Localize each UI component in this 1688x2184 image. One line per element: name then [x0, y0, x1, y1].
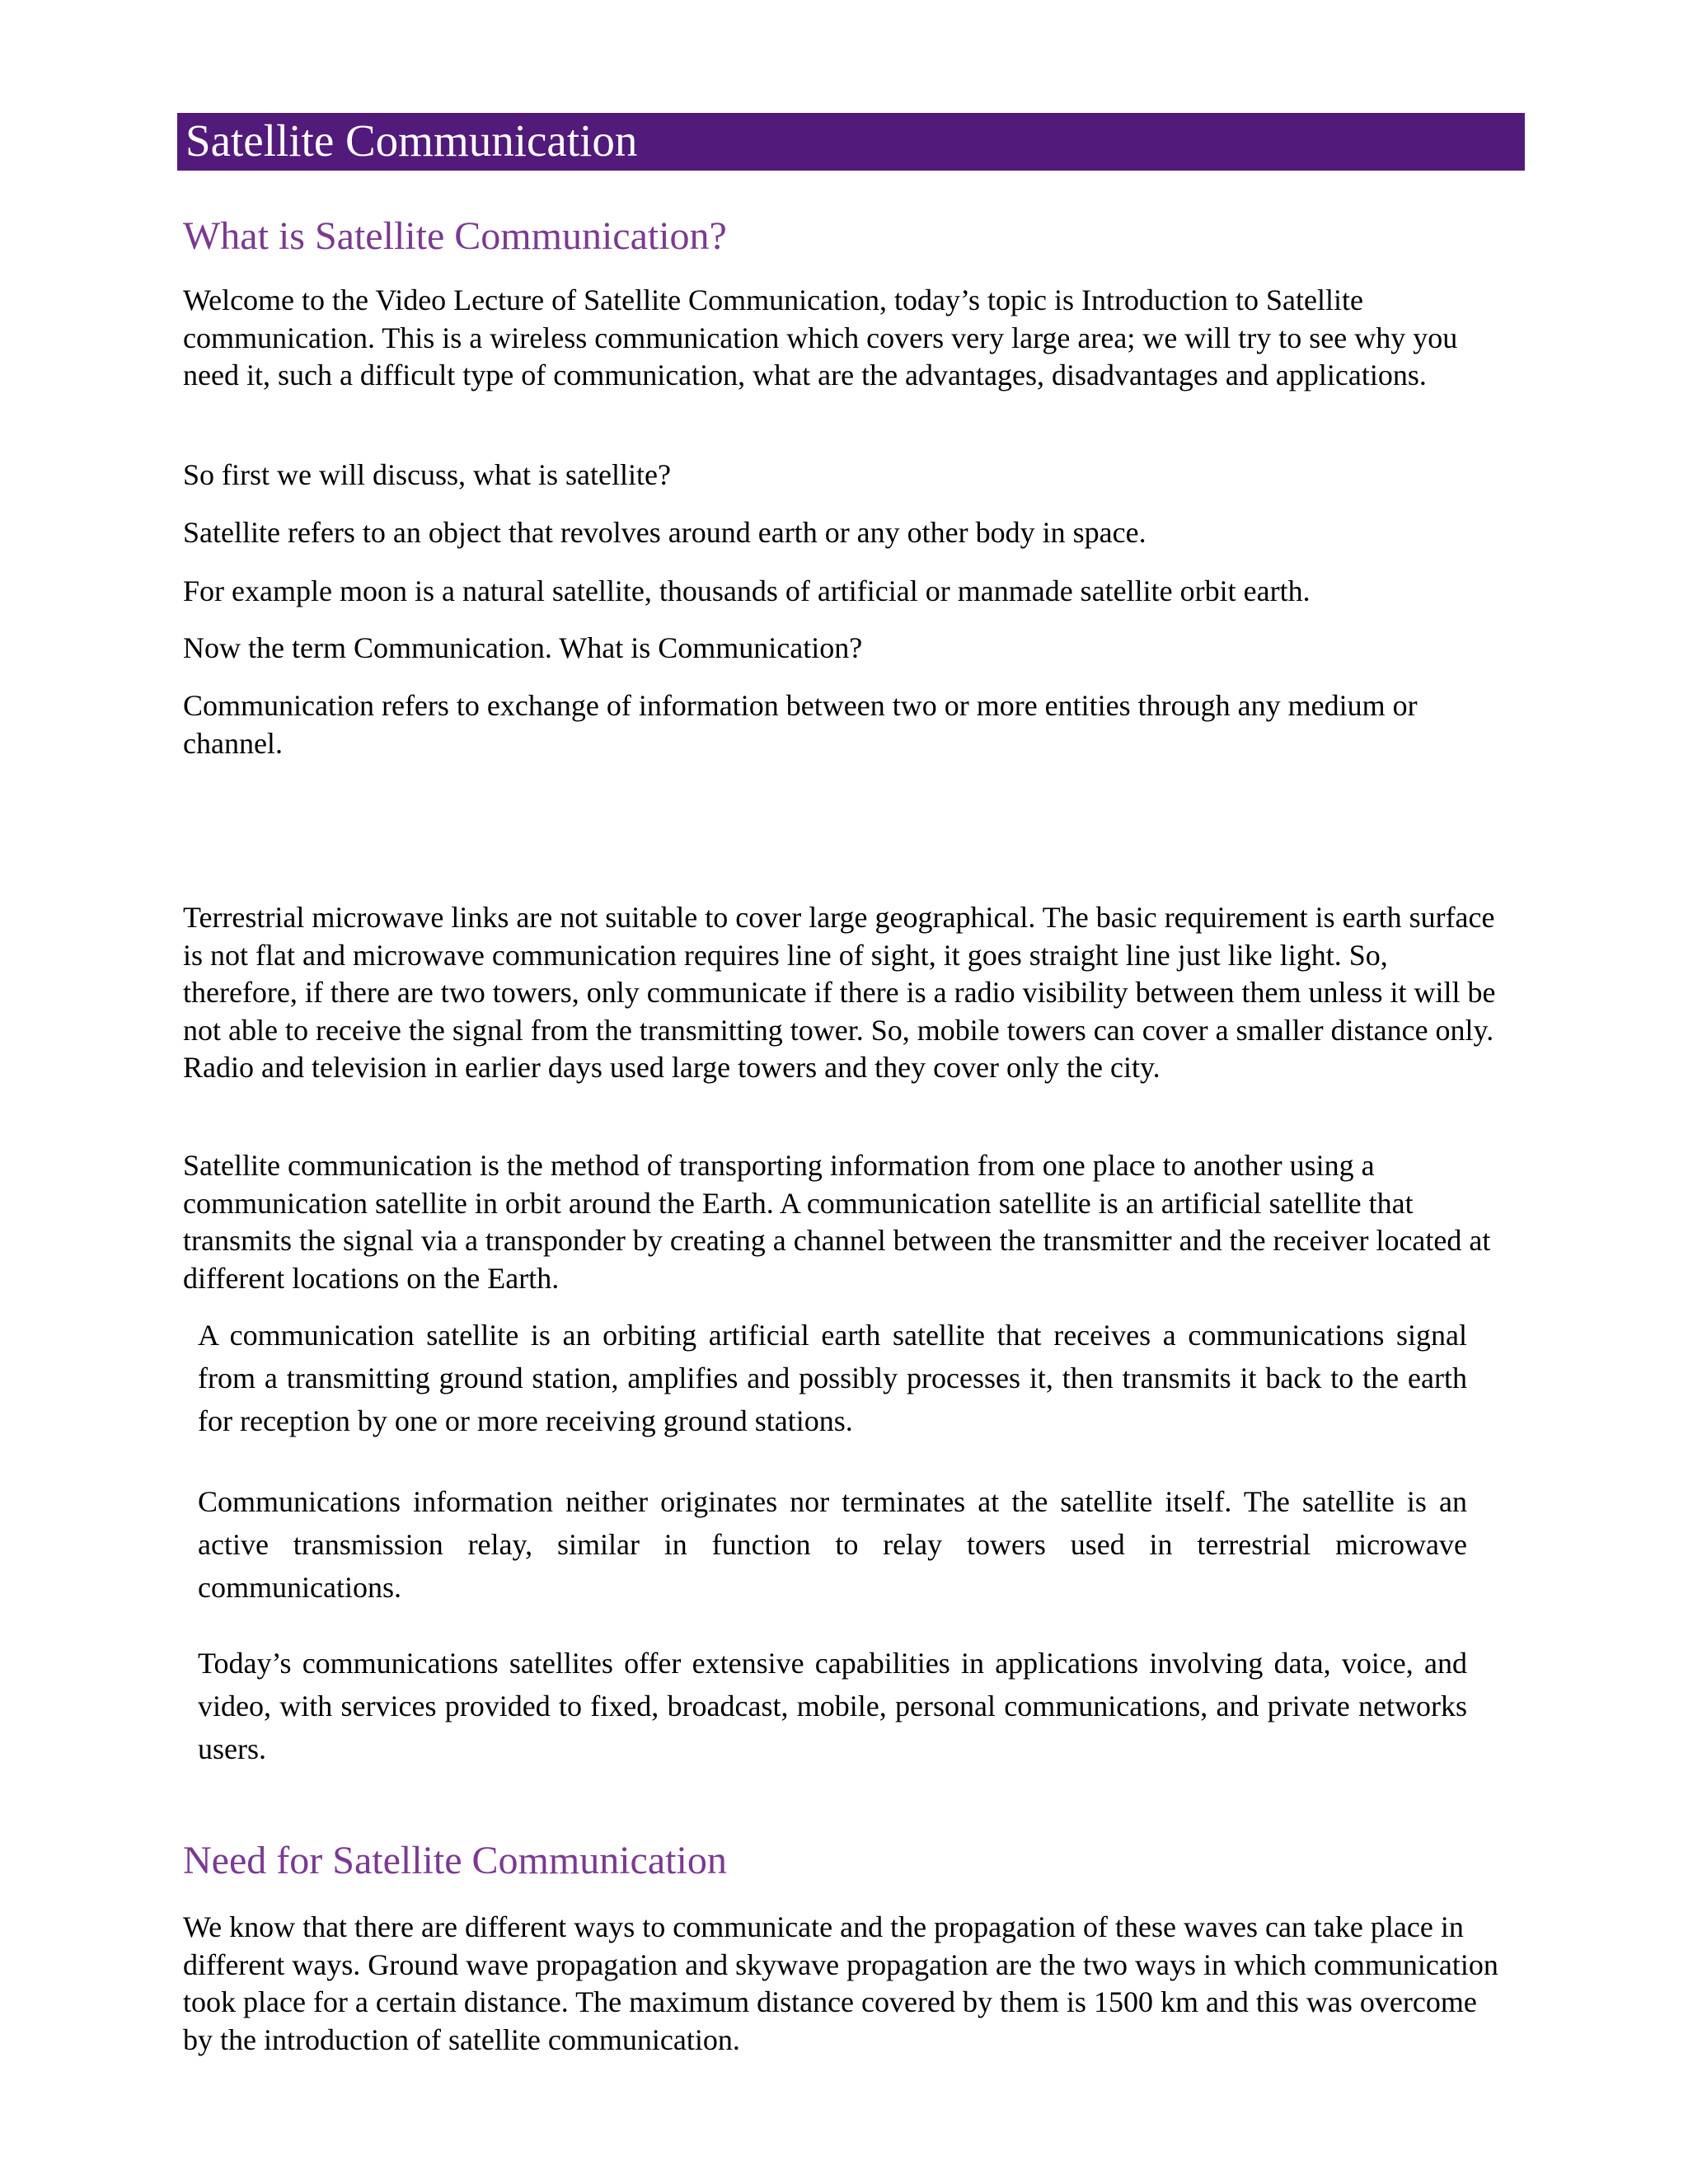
- section-heading-what-is: What is Satellite Communication?: [183, 214, 727, 258]
- page-title: Satellite Communication: [185, 115, 638, 166]
- paragraph-moon-example: For example moon is a natural satellite, thousands of artificial or manmade satellite orbit earth.: [183, 574, 1311, 607]
- section-heading-need: Need for Satellite Communication: [183, 1839, 727, 1882]
- paragraph-terrestrial-links: Terrestrial microwave links are not suitable to cover large geographical. The basic requirement is earth surface is not flat and microwave communication requires line of sight, it goes straight line just like light. So, therefore, if there are two towers, only communicate if there is a radio visibility between them unless it will be not able to receive the signal from the transmitting tower. So, mobile towers can cover a smaller distance only. Radio and television in earlier days used large towers and they cover only the city.: [183, 901, 1496, 1084]
- paragraph-satellite-definition: Satellite refers to an object that revolves around earth or any other body in space.: [183, 516, 1146, 549]
- title-bar: [177, 113, 1525, 171]
- paragraph-communication-satellite: A communication satellite is an orbiting artificial earth satellite that receives a communications signal from a transmitting ground station, amplifies and possibly processes it, then transmits it back to the earth for reception by one or more receiving ground stations.: [198, 1319, 1467, 1437]
- paragraph-transmission-relay: Communications information neither originates nor terminates at the satellite itself. The satellite is an active transmission relay, similar in function to relay towers used in terrestrial microwave communications.: [198, 1485, 1467, 1604]
- paragraph-communication-definition: Communication refers to exchange of information between two or more entities through any medium or channel.: [183, 689, 1418, 760]
- paragraph-satellite-communication-method: Satellite communication is the method of transporting information from one place to another using a communication satellite in orbit around the Earth. A communication satellite is an artificial satellite that transmits the signal via a transponder by creating a channel between the transmitter and the receiver located at different locations on the Earth.: [183, 1149, 1491, 1295]
- paragraph-communication-term: Now the term Communication. What is Communication?: [183, 631, 863, 664]
- paragraph-propagation: We know that there are different ways to communicate and the propagation of these waves can take place in different ways. Ground wave propagation and skywave propagation are the two ways in which communication took place for a certain distance. The maximum distance covered by them is 1500 km and this was overcome by the introduction of satellite communication.: [183, 1910, 1498, 2056]
- paragraph-what-is-satellite: So first we will discuss, what is satellite?: [183, 458, 671, 491]
- paragraph-intro: Welcome to the Video Lecture of Satellite Communication, today’s topic is Introduction to Satellite communication. This is a wireless communication which covers very large area; we will try to see why you need it, such a difficult type of communication, what are the advantages, disadvantages and applications.: [183, 284, 1458, 391]
- paragraph-todays-satellites: Today’s communications satellites offer extensive capabilities in applications involving data, voice, and video, with services provided to fixed, broadcast, mobile, personal communications, and private networks users.: [198, 1647, 1467, 1765]
